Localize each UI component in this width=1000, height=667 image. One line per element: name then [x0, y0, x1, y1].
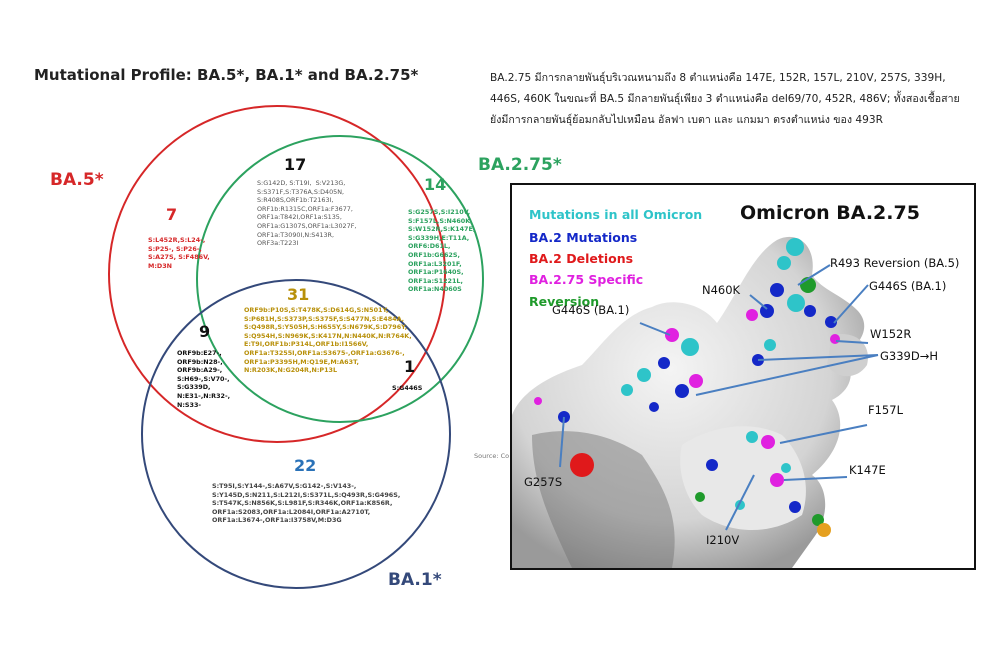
count-ba275-only: 14	[424, 175, 447, 194]
annotation-f157l: F157L	[868, 403, 903, 417]
annotation-g446s-left: G446S (BA.1)	[552, 303, 630, 317]
annotation-g339: G339D→H	[880, 349, 938, 363]
count-all-three: 31	[287, 285, 310, 304]
annotation-i210v: I210V	[706, 533, 740, 547]
legend-all-omicron: Mutations in all Omicron	[529, 207, 703, 222]
annotation-n460k: N460K	[702, 283, 741, 297]
count-ba5-ba275: 17	[284, 155, 307, 174]
thai-note: BA.2.75 มีการกลายพันธุ์บริเวณหนามถึง 8 ตำแหน่งคือ 147E, 152R, 157L, 210V, 257S, 339H, 446S, 460K ในขณะที่ BA.5 มีกลายพันธุ์เพียง 3 ตำแหน่งคือ del69/70, 452R, 486V; ทั้งสองเชื้อสายยังมีการกลายพันธุ์ย้อมกลับไปเหมือน อัลฟา เบตา และ แกมมา ตรงตำแหน่ง ของ 493R	[490, 72, 960, 126]
annotation-k147e: K147E	[849, 463, 886, 477]
set-label-ba275: BA.2.75*	[478, 155, 562, 175]
annotation-r493: R493 Reversion (BA.5)	[830, 256, 960, 270]
mutations-ba1-only: S:T95I,S:Y144-,S:A67V,S:G142-,S:V143-, S:Y145D,S:N211,S:L212I,S:S371L,S:Q493R,S:G496S, S:T547K,S:N856K,S:L981F,S:R346K,ORF1a:K856R, ORF1a:S2083,ORF1a:L2084I,ORF1a:A2710T, ORF1a:L3674-,ORF1a:I3758V,M:D3G	[212, 482, 401, 525]
count-ba1-only: 22	[294, 456, 317, 475]
annotation-g446s-right: G446S (BA.1)	[869, 279, 947, 293]
legend-ba2-mutations: BA.2 Mutations	[529, 230, 638, 245]
page-title: Mutational Profile: BA.5*, BA.1* and BA.2.75*	[34, 66, 419, 84]
legend-reversion: Reversion	[529, 294, 600, 309]
set-label-ba1: BA.1*	[388, 570, 442, 590]
mutations-ba275-only: S:G257S,S:I210V, S:F157L,S:N460K, S:W152R,S:K147E, S:G339H,E:T11A, ORF6:D61L, ORF1b:G662S, ORF1a:L3201F, ORF1a:P1640S, ORF1a:S1221L, ORF1a:N4060S	[408, 208, 476, 294]
annotation-w152r: W152R	[870, 327, 912, 341]
source-note: Source: Co	[474, 452, 510, 460]
mutations-ba5-ba275: S:G142D, S:T19I, S:V213G, S:S371F,S:T376A,S:D405N, S:R408S,ORF1b:T2163I, ORF1b:R1315C,ORF1a:F3677, ORF1a:T842I,ORF1a:S135, ORF1a:G1307S,ORF1a:L3027F, ORF1a:T3090I,N:S413R, ORF3a:T223I	[257, 179, 357, 248]
mutations-ba5-ba1: ORF9b:E27-, ORF9b:N28-, ORF9b:A29-, S:H69-,S:V70-, S:G339D, N:E31-,N:R32-, N:S33-	[177, 349, 231, 409]
count-ba5-ba1: 9	[199, 322, 211, 341]
panel-title: Omicron BA.2.75	[740, 202, 920, 224]
annotation-g257s: G257S	[524, 475, 563, 489]
mutations-ba275-ba1: S:G446S	[392, 384, 423, 392]
legend-ba275-specific: BA.2.75 Specific	[529, 272, 644, 287]
count-ba275-ba1: 1	[404, 357, 416, 376]
legend-ba2-deletions: BA.2 Deletions	[529, 251, 634, 266]
count-ba5-only: 7	[166, 205, 178, 224]
set-label-ba5: BA.5*	[50, 170, 104, 190]
structure-panel	[510, 183, 976, 570]
mutations-ba5-only: S:L452R,S:L24-, S:P25-, S:P26-, S:A27S, S:F486V, M:D3N	[148, 236, 210, 270]
mutations-all-three: ORF9b:P10S,S:T478K,S:D614G,S:N501Y, S:P681H,S:S373P,S:S375F,S:S477N,S:E484A, S:Q498R,S:Y505H,S:H655Y,S:N679K,S:D796Y, S:Q954H,S:N969K,S:K417N,N:N440K,N:R764K, E:T9I,ORF1b:P314L,ORF1b:I1566V, ORF1a:T3255I,ORF1a:S3675-,ORF1a:G3676-, ORF1a:P3395H,M:Q19E,M:A63T, N:R203K,N:G204R,N:P13L	[244, 306, 412, 375]
